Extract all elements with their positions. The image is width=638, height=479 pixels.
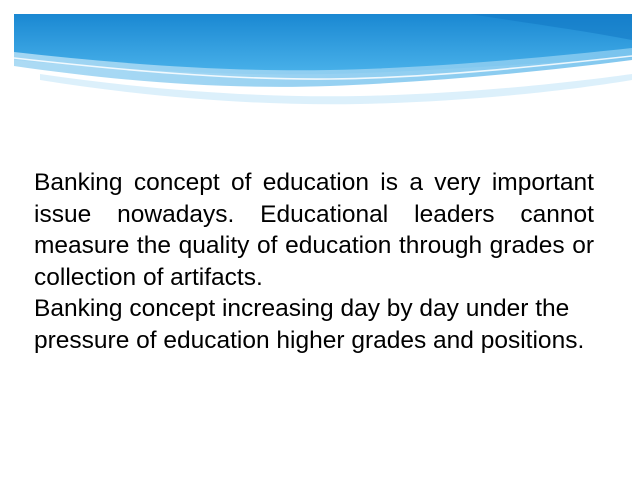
body-text xyxy=(34,167,594,356)
wave-banner-graphic xyxy=(0,0,638,110)
paragraph-2: Banking concept increasing day by day under the pressure of education higher grades and positions. xyxy=(34,295,585,354)
paragraph-1: Banking concept of education is a very important issue nowadays. Educational leaders cannot measure the quality of education through grades or collection of artifacts. xyxy=(34,169,594,291)
